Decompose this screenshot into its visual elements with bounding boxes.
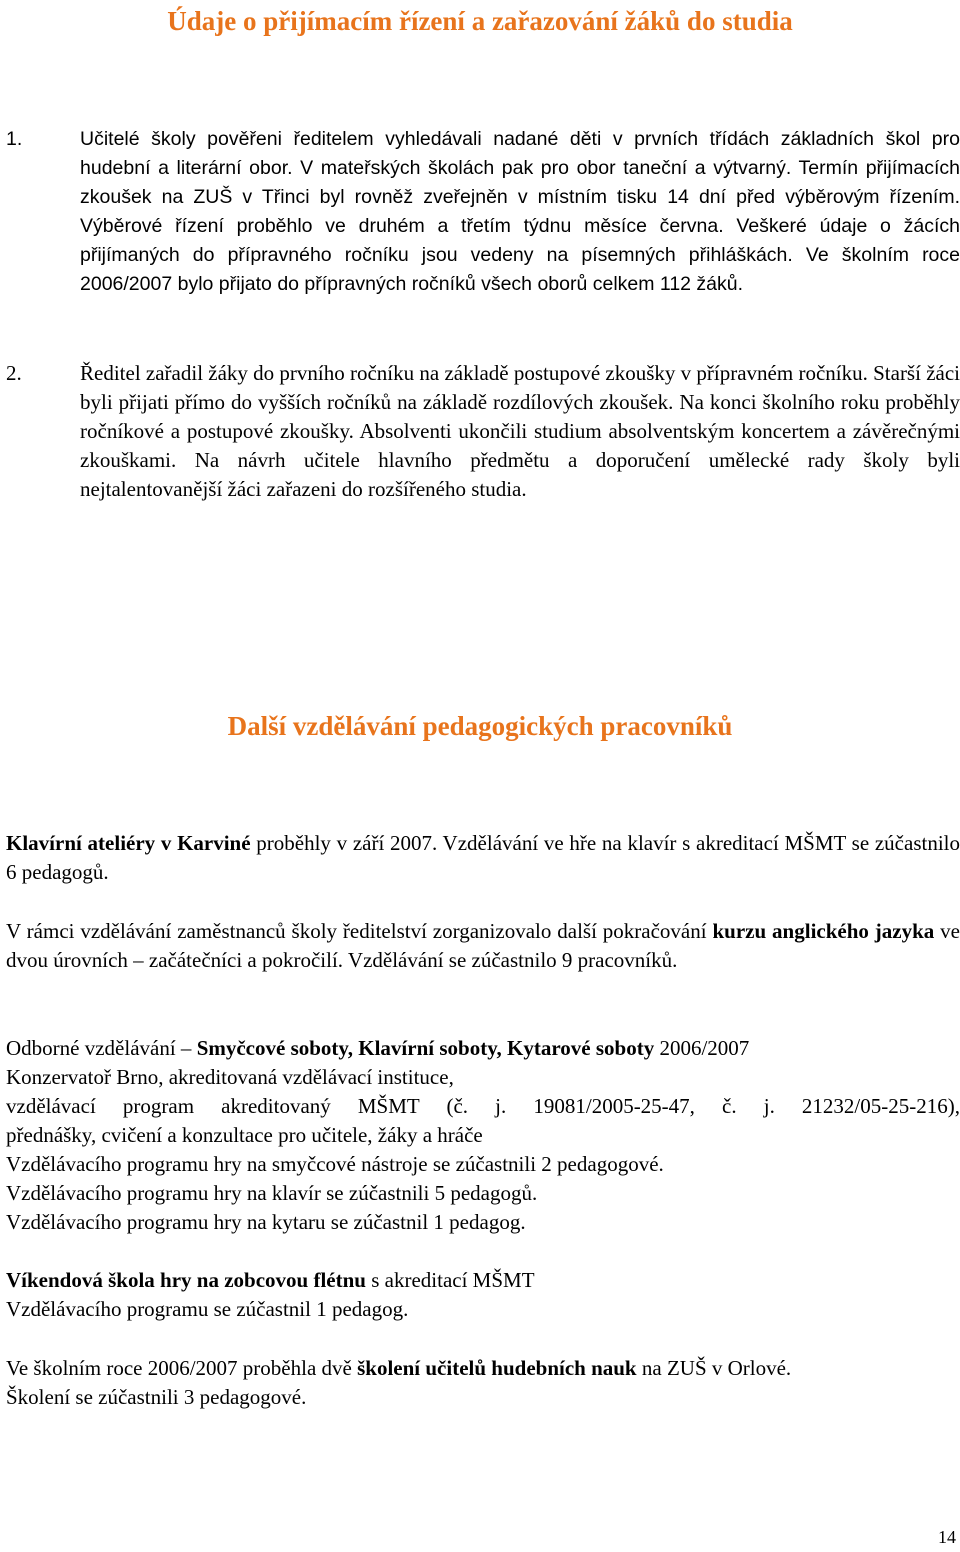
paragraph-text: ve dvou úrovních – začátečníci a pokročilí. Vzdělávání se zúčastnilo 9 pracovníků. [6,919,960,972]
item1-sentence-4: Výběrové řízení proběhlo ve druhém a třetím týdnu měsíce června. [80,215,724,237]
training-line-4: přednášky, cvičení a konzultace pro učitele, žáky a hráče [6,1123,483,1147]
paragraph-text: Ve školním roce 2006/2007 proběhla dvě [6,1356,358,1380]
page-number: 14 [938,1527,956,1547]
item1-sentence-2: V mateřských školách pak pro obor taneční a výtvarný. [300,157,792,179]
item1-sentence-1: Učitelé školy pověřeni ředitelem vyhledávali nadané děti v prvních třídách základních škol pro hudební a literární obor. [80,128,960,179]
paragraph-recorder-school [6,1266,960,1324]
theory-line-1 [6,1354,960,1383]
training-line-5: Vzdělávacího programu hry na smyčcové nástroje se zúčastnili 2 pedagogové. [6,1152,664,1176]
paragraph-english-course [6,917,960,975]
item1-sentence-5: Veškeré údaje o žácích přijímaných do přípravného ročníku jsou vedeny na písemných přihláškách. [80,215,960,266]
item2-sentence-1: Ředitel zařadil žáky do prvního ročníku na základě postupové zkoušky v přípravném ročníku. [80,361,868,385]
item1-sentence-6: Ve školním roce 2006/2007 bylo přijato do přípravných ročníků všech oborů celkem 112 žáků. [80,244,960,295]
paragraph-piano-ateliers [6,829,960,887]
list-item-text [80,359,960,504]
paragraph-text: Odborné vzdělávání – [6,1036,197,1060]
recorder-line-2: Vzdělávacího programu se zúčastnil 1 pedagog. [6,1297,409,1321]
section-title-admission: Údaje o přijímacím řízení a zařazování žáků do studia [167,6,793,36]
paragraph-text: V rámci vzdělávání zaměstnanců školy ředitelství zorganizovalo další pokračování [6,919,713,943]
paragraph-text: na ZUŠ v Orlové. [636,1356,792,1380]
paragraph-text: s akreditací MŠMT [365,1268,535,1292]
emphasis-recorder-school: Víkendová škola hry na zobcovou flétnu [6,1268,366,1292]
emphasis-saturdays: Smyčcové soboty, Klavírní soboty, Kytarové soboty [196,1036,655,1060]
emphasis-piano-ateliers: Klavírní ateliéry v Karviné [6,831,251,855]
item2-sentence-3: Na konci školního roku proběhly ročníkové a postupové zkoušky. [80,390,960,443]
list-item-2 [0,359,960,539]
item2-sentence-5: Na návrh učitele hlavního předmětu a doporučení umělecké rady školy byli nejtalentovanější žáci zařazeni do rozšířeného studia. [80,448,960,501]
section-title-training: Další vzdělávání pedagogických pracovníků [227,711,733,741]
training-line-2: Konzervatoř Brno, akreditovaná vzdělávací instituce, [6,1065,454,1089]
list-item-number: 2. [6,361,22,385]
recorder-line-1 [6,1266,960,1295]
paragraph-professional-training [6,1034,960,1237]
item2-sentence-4: Absolventi ukončili studium absolventským koncertem a závěrečnými zkouškami. [80,419,960,472]
paragraph-text: 2006/2007 [654,1036,750,1060]
emphasis-english-course: kurzu anglického jazyka [712,919,935,943]
item2-sentence-2: Starší žáci byli přijati přímo do vyšších ročníků na základě rozdílových zkoušek. [80,361,960,414]
training-line-7: Vzdělávacího programu hry na kytaru se zúčastnil 1 pedagog. [6,1210,526,1234]
list-item-number: 1. [6,128,23,150]
paragraph-theory-teachers [6,1354,960,1412]
training-line-1 [6,1034,960,1063]
emphasis-theory-training: školení učitelů hudebních nauk [357,1356,637,1380]
training-line-6: Vzdělávacího programu hry na klavír se zúčastnili 5 pedagogů. [6,1181,538,1205]
list-item-1 [0,125,960,325]
training-line-3: vzdělávací program akreditovaný MŠMT (č. j. 19081/2005-25-47, č. j. 21232/05-25-216), [6,1094,960,1118]
theory-line-2: Školení se zúčastnili 3 pedagogové. [6,1385,307,1409]
list-item-text [80,125,960,299]
item1-sentence-3: Termín přijímacích zkoušek na ZUŠ v Třinci byl rovněž zveřejněn v místním tisku 14 dní před výběrovým řízením. [80,157,960,208]
paragraph-text: proběhly v září 2007. Vzdělávání ve hře na klavír s akreditací MŠMT se zúčastnilo 6 pedagogů. [6,831,960,884]
